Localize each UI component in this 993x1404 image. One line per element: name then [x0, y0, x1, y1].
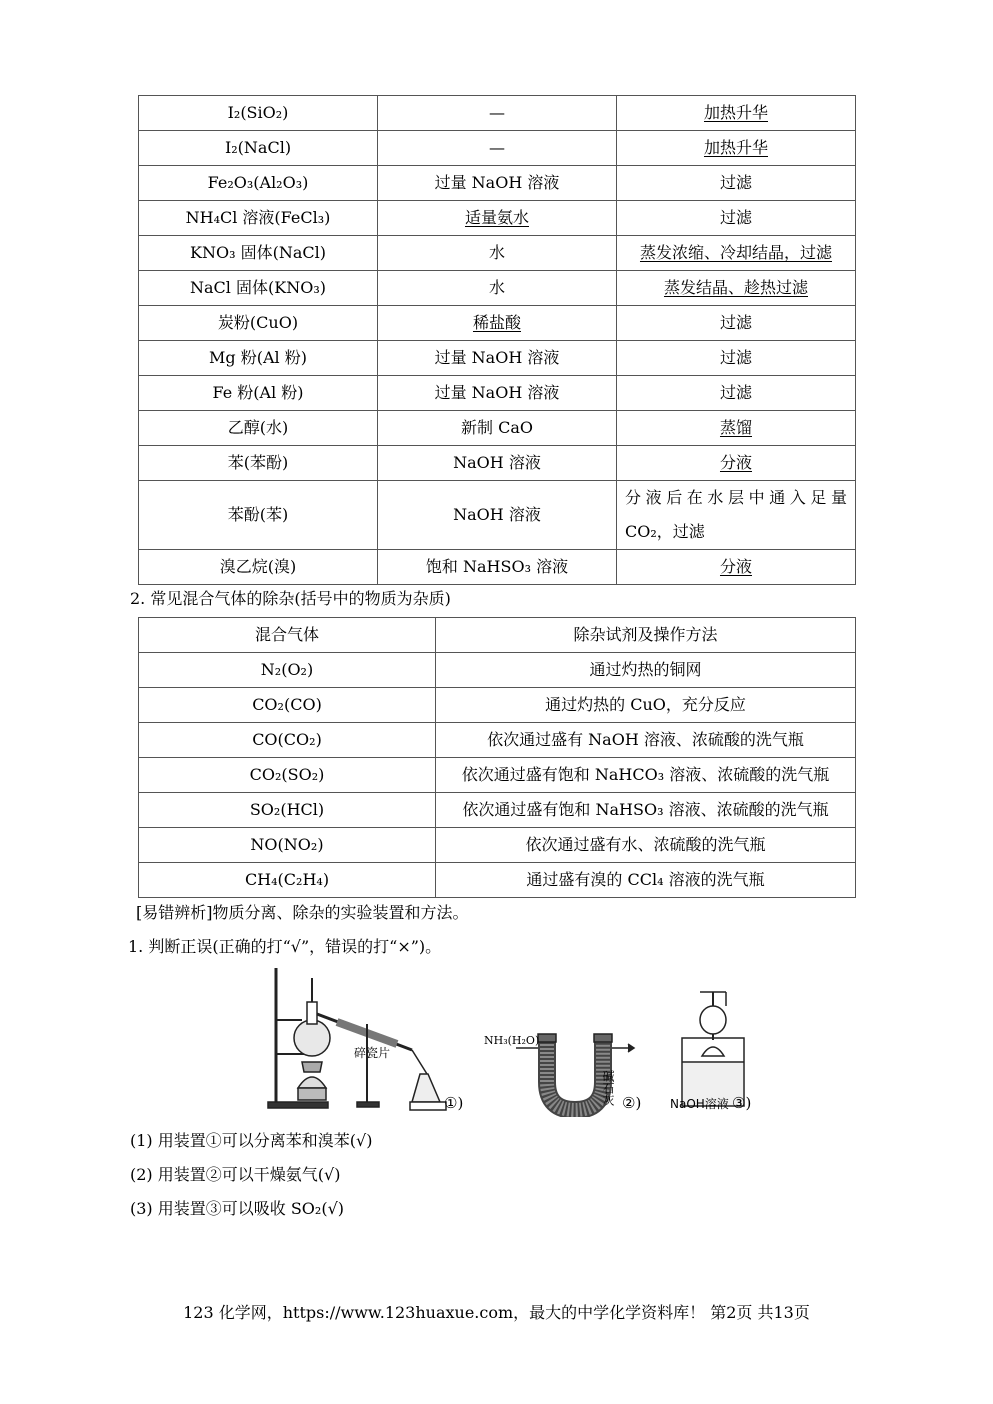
- distillation-apparatus: [268, 968, 446, 1110]
- table-row: [139, 341, 856, 376]
- gas-cell: CO₂(SO₂): [139, 758, 436, 793]
- table-row: [139, 376, 856, 411]
- label-lime: 碱石灰: [601, 1070, 615, 1106]
- mixture-cell: I₂(NaCl): [139, 131, 378, 166]
- table-row: [139, 411, 856, 446]
- mixture-cell: I₂(SiO₂): [139, 96, 378, 131]
- label-nh3: NH₃(H₂O): [484, 1034, 540, 1047]
- table-row: [139, 446, 856, 481]
- method-cell: 蒸发结晶、趁热过滤: [617, 271, 856, 306]
- method-cell: 分液: [617, 446, 856, 481]
- mixture-cell: NaCl 固体(KNO₃): [139, 271, 378, 306]
- table-row: [139, 271, 856, 306]
- table-row: [139, 828, 856, 863]
- mixture-cell: 炭粉(CuO): [139, 306, 378, 341]
- method-cell: 加热升华: [617, 96, 856, 131]
- reagent-cell: 水: [378, 271, 617, 306]
- mark-apparatus-3: ③): [732, 1094, 752, 1112]
- table-row: [139, 688, 856, 723]
- table-row: [139, 481, 856, 550]
- table-row: [139, 723, 856, 758]
- reagent-cell: NaOH 溶液: [378, 446, 617, 481]
- reagent-cell: —: [378, 131, 617, 166]
- mixture-cell: 乙醇(水): [139, 411, 378, 446]
- impurity-removal-table: [138, 95, 856, 585]
- label-naoh: NaOH溶液: [670, 1097, 729, 1111]
- gas-cell: CH₄(C₂H₄): [139, 863, 436, 898]
- mixture-cell: Fe₂O₃(Al₂O₃): [139, 166, 378, 201]
- table-row: [139, 96, 856, 131]
- mark-apparatus-1: ①): [444, 1094, 464, 1112]
- judge-item-3: (3) 用装置③可以吸收 SO₂(√): [130, 1199, 345, 1218]
- gas-cell: NO(NO₂): [139, 828, 436, 863]
- mixture-cell: 苯酚(苯): [139, 481, 378, 550]
- table-row: [139, 166, 856, 201]
- method-cell: 过滤: [617, 376, 856, 411]
- gas-cell: N₂(O₂): [139, 653, 436, 688]
- absorption-apparatus: [682, 992, 744, 1106]
- mixture-cell: Mg 粉(Al 粉): [139, 341, 378, 376]
- mixture-cell: 苯(苯酚): [139, 446, 378, 481]
- method-cell: 依次通过盛有饱和 NaHSO₃ 溶液、浓硫酸的洗气瓶: [436, 793, 856, 828]
- apparatus-diagram: [262, 962, 762, 1117]
- method-cell: 加热升华: [617, 131, 856, 166]
- page-footer: 123 化学网，https://www.123huaxue.com，最大的中学化学资料库！ 第2页 共13页: [183, 1303, 810, 1322]
- mixture-cell: 溴乙烷(溴): [139, 550, 378, 585]
- reagent-cell: 新制 CaO: [378, 411, 617, 446]
- mark-apparatus-2: ②): [622, 1094, 642, 1112]
- reagent-cell: 过量 NaOH 溶液: [378, 376, 617, 411]
- reagent-cell: 水: [378, 236, 617, 271]
- label-chips: 碎瓷片: [354, 1046, 391, 1060]
- method-cell: 蒸发浓缩、冷却结晶，过滤: [617, 236, 856, 271]
- table-row: [139, 550, 856, 585]
- gas-purification-table: [138, 617, 856, 898]
- reagent-cell: 饱和 NaHSO₃ 溶液: [378, 550, 617, 585]
- method-cell: 依次通过盛有饱和 NaHCO₃ 溶液、浓硫酸的洗气瓶: [436, 758, 856, 793]
- method-cell: 通过灼热的铜网: [436, 653, 856, 688]
- gas-cell: CO₂(CO): [139, 688, 436, 723]
- header-method: 除杂试剂及操作方法: [436, 618, 856, 653]
- table-row: [139, 131, 856, 166]
- method-cell: 过滤: [617, 201, 856, 236]
- gas-cell: SO₂(HCl): [139, 793, 436, 828]
- table-row: [139, 758, 856, 793]
- header-mixed-gas: 混合气体: [139, 618, 436, 653]
- reagent-cell: NaOH 溶液: [378, 481, 617, 550]
- table-row: [139, 863, 856, 898]
- method-cell: 通过灼热的 CuO，充分反应: [436, 688, 856, 723]
- reagent-cell: —: [378, 96, 617, 131]
- method-cell: 分液后在水层中通入足量 CO₂，过滤: [617, 481, 856, 550]
- note-error-analysis: [易错辨析]物质分离、除杂的实验装置和方法。: [136, 903, 469, 922]
- method-cell: 分液: [617, 550, 856, 585]
- section2-title: 2. 常见混合气体的除杂(括号中的物质为杂质): [130, 589, 451, 608]
- method-cell: 过滤: [617, 166, 856, 201]
- method-cell: 依次通过盛有 NaOH 溶液、浓硫酸的洗气瓶: [436, 723, 856, 758]
- mixture-cell: NH₄Cl 溶液(FeCl₃): [139, 201, 378, 236]
- mixture-cell: KNO₃ 固体(NaCl): [139, 236, 378, 271]
- table-row: [139, 306, 856, 341]
- method-cell: 蒸馏: [617, 411, 856, 446]
- table-row: [139, 236, 856, 271]
- table-row: [139, 201, 856, 236]
- reagent-cell: 稀盐酸: [378, 306, 617, 341]
- method-cell: 过滤: [617, 341, 856, 376]
- mixture-cell: Fe 粉(Al 粉): [139, 376, 378, 411]
- judge-item-1: (1) 用装置①可以分离苯和溴苯(√): [130, 1131, 373, 1150]
- method-cell: 通过盛有溴的 CCl₄ 溶液的洗气瓶: [436, 863, 856, 898]
- reagent-cell: 适量氨水: [378, 201, 617, 236]
- reagent-cell: 过量 NaOH 溶液: [378, 341, 617, 376]
- judge-title: 1. 判断正误(正确的打“√”，错误的打“×”)。: [128, 937, 442, 956]
- method-cell: 依次通过盛有水、浓硫酸的洗气瓶: [436, 828, 856, 863]
- table-row: [139, 793, 856, 828]
- table-row: [139, 653, 856, 688]
- judge-item-2: (2) 用装置②可以干燥氨气(√): [130, 1165, 341, 1184]
- method-cell: 过滤: [617, 306, 856, 341]
- gas-cell: CO(CO₂): [139, 723, 436, 758]
- reagent-cell: 过量 NaOH 溶液: [378, 166, 617, 201]
